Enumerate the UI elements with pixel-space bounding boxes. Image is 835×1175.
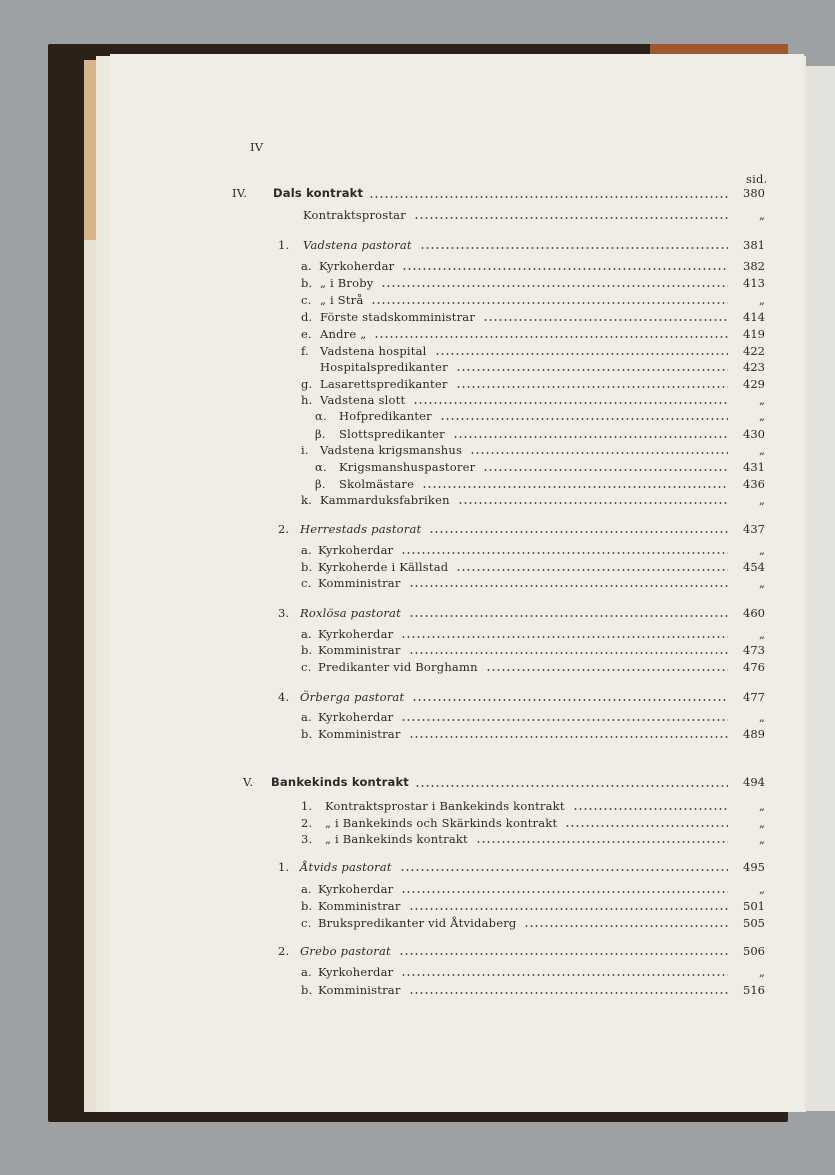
entry-page: 422: [743, 344, 765, 358]
entry-page: 454: [743, 560, 765, 574]
entry-page: „: [759, 293, 765, 307]
entry-text: Komministrar: [318, 576, 401, 590]
entry-text: „ i Bankekinds kontrakt: [325, 832, 468, 846]
entry-page: „: [759, 965, 765, 979]
entry-text: Grebo pastorat: [300, 944, 391, 958]
entry-text: Kyrkoherdar: [318, 882, 394, 896]
entry-page: „: [759, 882, 765, 896]
entry-page: 431: [743, 460, 765, 474]
entry-prefix: i.: [301, 443, 309, 457]
entry-text: Kyrkoherdar: [318, 627, 394, 641]
entry-page: „: [759, 799, 765, 813]
dot-leader: [476, 841, 728, 843]
entry-prefix: a.: [301, 710, 312, 724]
dot-leader: [381, 285, 728, 287]
section-page: 494: [743, 775, 765, 789]
entry-page: „: [759, 576, 765, 590]
dot-leader: [483, 319, 728, 321]
dot-leader: [409, 908, 728, 910]
dot-leader: [399, 953, 728, 955]
entry-text: Andre „: [320, 327, 367, 341]
dot-leader: [456, 569, 728, 571]
dot-leader: [402, 268, 728, 270]
entry-text: Kyrkoherdar: [318, 965, 394, 979]
entry-prefix: 1.: [278, 860, 290, 874]
entry-page: „: [759, 710, 765, 724]
entry-page: 430: [743, 427, 765, 441]
dot-leader: [456, 369, 728, 371]
dot-leader: [453, 436, 728, 438]
dot-leader: [414, 217, 728, 219]
entry-prefix: a.: [301, 627, 312, 641]
dot-leader: [409, 615, 728, 617]
dot-leader: [400, 869, 728, 871]
entry-prefix: h.: [301, 393, 313, 407]
entry-text: Komministrar: [318, 899, 401, 913]
dot-leader: [420, 247, 728, 249]
entry-page: 460: [743, 606, 765, 620]
dot-leader: [440, 418, 728, 420]
entry-prefix: f.: [301, 344, 309, 358]
entry-prefix: k.: [301, 493, 313, 507]
entry-page: „: [759, 543, 765, 557]
entry-page: 382: [743, 259, 765, 273]
entry-prefix: 1.: [278, 238, 290, 252]
entry-prefix: a.: [301, 965, 312, 979]
entry-prefix: g.: [301, 377, 313, 391]
entry-page: 429: [743, 377, 765, 391]
dot-leader: [458, 502, 728, 504]
entry-page: 473: [743, 643, 765, 657]
entry-prefix: a.: [301, 259, 312, 273]
dot-leader: [413, 402, 728, 404]
entry-text: „ i Broby: [320, 276, 374, 290]
dot-leader: [401, 974, 728, 976]
entry-text: Vadstena pastorat: [303, 238, 412, 252]
entry-text: Örberga pastorat: [300, 690, 405, 704]
entry-text: Hofpredikanter: [339, 409, 432, 423]
dot-leader: [401, 552, 728, 554]
entry-prefix: d.: [301, 310, 313, 324]
entry-prefix: c.: [301, 660, 312, 674]
entry-text: „ i Bankekinds och Skärkinds kontrakt: [325, 816, 558, 830]
section-numeral: IV.: [232, 186, 248, 200]
entry-text: Lasarettspredikanter: [320, 377, 448, 391]
entry-prefix: α.: [315, 460, 327, 474]
entry-prefix: b.: [301, 643, 313, 657]
entry-page: 501: [743, 899, 765, 913]
entry-text: Predikanter vid Borghamn: [318, 660, 478, 674]
section-page: 380: [743, 186, 765, 200]
dot-leader: [435, 353, 728, 355]
entry-page: 437: [743, 522, 765, 536]
entry-prefix: b.: [301, 899, 313, 913]
dot-leader: [412, 699, 728, 701]
entry-text: Förste stadskomministrar: [320, 310, 476, 324]
dot-leader: [369, 196, 728, 198]
section-title: Bankekinds kontrakt: [271, 775, 410, 789]
entry-text: Kammarduksfabriken: [320, 493, 450, 507]
section-title: Dals kontrakt: [273, 186, 364, 200]
dot-leader: [401, 891, 728, 893]
entry-text: Krigsmanshuspastorer: [339, 460, 476, 474]
page-number: IV: [250, 140, 264, 154]
dot-leader: [409, 736, 728, 738]
entry-page: „: [759, 443, 765, 457]
entry-prefix: 2.: [301, 816, 313, 830]
entry-prefix: β.: [315, 477, 326, 491]
entry-page: 381: [743, 238, 765, 252]
dot-leader: [401, 719, 728, 721]
entry-page: 477: [743, 690, 765, 704]
dot-leader: [429, 531, 728, 533]
entry-page: 516: [743, 983, 765, 997]
entry-prefix: e.: [301, 327, 312, 341]
entry-text: Åtvids pastorat: [300, 860, 392, 874]
section-numeral: V.: [243, 775, 254, 789]
entry-page: 495: [743, 860, 765, 874]
entry-page: „: [759, 208, 765, 222]
entry-page: 506: [743, 944, 765, 958]
entry-text: Skolmästare: [339, 477, 415, 491]
entry-text: Kontraktsprostar i Bankekinds kontrakt: [325, 799, 565, 813]
dot-leader: [409, 585, 728, 587]
entry-page: 423: [743, 360, 765, 374]
dot-leader: [401, 636, 728, 638]
entry-prefix: a.: [301, 543, 312, 557]
entry-prefix: 2.: [278, 944, 290, 958]
entry-prefix: 4.: [278, 690, 290, 704]
entry-page: „: [759, 393, 765, 407]
entry-text: Brukspredikanter vid Åtvidaberg: [318, 916, 517, 930]
entry-prefix: b.: [301, 276, 313, 290]
entry-text: Herrestads pastorat: [300, 522, 422, 536]
entry-prefix: β.: [315, 427, 326, 441]
entry-text: „ i Strå: [320, 293, 364, 307]
dot-leader: [483, 469, 728, 471]
entry-page: „: [759, 816, 765, 830]
entry-text: Slottspredikanter: [339, 427, 445, 441]
entry-page: 476: [743, 660, 765, 674]
entry-prefix: 3.: [278, 606, 290, 620]
entry-prefix: c.: [301, 916, 312, 930]
entry-prefix: b.: [301, 727, 313, 741]
entry-page: 419: [743, 327, 765, 341]
dot-leader: [524, 925, 728, 927]
entry-text: Kyrkoherde i Källstad: [318, 560, 449, 574]
entry-text: Komministrar: [318, 727, 401, 741]
entry-prefix: a.: [301, 882, 312, 896]
entry-page: 505: [743, 916, 765, 930]
dot-leader: [371, 302, 728, 304]
dot-leader: [415, 785, 728, 787]
entry-text: Kontraktsprostar: [303, 208, 406, 222]
entry-text: Hospitalspredikanter: [320, 360, 448, 374]
entry-prefix: b.: [301, 560, 313, 574]
dot-leader: [456, 386, 728, 388]
entry-text: Komministrar: [318, 643, 401, 657]
entry-page: 413: [743, 276, 765, 290]
dot-leader: [565, 825, 728, 827]
entry-page: 489: [743, 727, 765, 741]
entry-text: Komministrar: [318, 983, 401, 997]
entry-prefix: 2.: [278, 522, 290, 536]
dot-leader: [486, 669, 728, 671]
entry-page: 436: [743, 477, 765, 491]
next-page-edge: [806, 66, 835, 1111]
entry-text: Kyrkoherdar: [319, 259, 395, 273]
entry-page: 414: [743, 310, 765, 324]
entry-page: „: [759, 832, 765, 846]
dot-leader: [409, 992, 728, 994]
entry-text: Kyrkoherdar: [318, 543, 394, 557]
entry-prefix: c.: [301, 576, 312, 590]
entry-text: Vadstena slott: [320, 393, 406, 407]
entry-prefix: α.: [315, 409, 327, 423]
dot-leader: [374, 336, 728, 338]
entry-text: Vadstena hospital: [320, 344, 427, 358]
dot-leader: [422, 486, 728, 488]
entry-prefix: c.: [301, 293, 312, 307]
entry-page: „: [759, 627, 765, 641]
entry-text: Roxlösa pastorat: [300, 606, 401, 620]
entry-text: Vadstena krigsmanshus: [320, 443, 463, 457]
dot-leader: [573, 808, 728, 810]
entry-prefix: b.: [301, 983, 313, 997]
sid-label: sid.: [746, 172, 768, 186]
dot-leader: [409, 652, 728, 654]
entry-text: Kyrkoherdar: [318, 710, 394, 724]
entry-page: „: [759, 493, 765, 507]
entry-prefix: 1.: [301, 799, 313, 813]
entry-page: „: [759, 409, 765, 423]
page-tab: [84, 60, 96, 240]
dot-leader: [470, 452, 728, 454]
entry-prefix: 3.: [301, 832, 313, 846]
